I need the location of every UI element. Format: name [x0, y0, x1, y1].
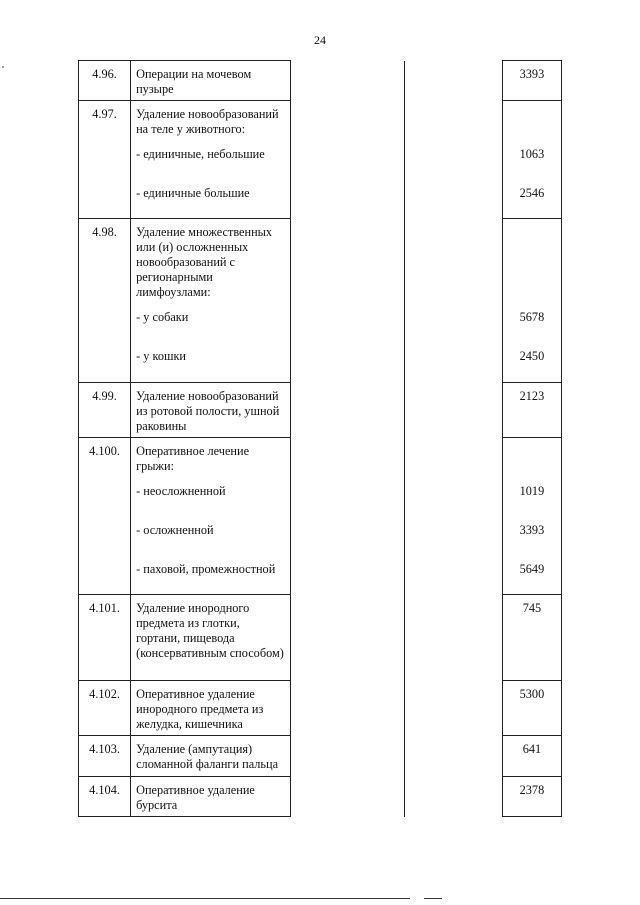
service-name — [131, 681, 291, 736]
empty-cell — [291, 736, 404, 777]
empty-cell — [404, 383, 502, 438]
sub-item-label: - единичные, небольшие — [136, 147, 265, 161]
empty-cell — [291, 383, 404, 438]
empty-cell — [404, 438, 502, 595]
table-row — [79, 777, 562, 817]
service-title: Удаление инородного предмета из глотки, гортани, пищевода (консервативным способом) — [136, 601, 284, 660]
price-cell — [502, 777, 561, 817]
row-number: 4.100. — [79, 438, 131, 595]
table-row — [79, 736, 562, 777]
price-value: 2450 — [519, 349, 545, 363]
row-number: 4.104. — [79, 777, 131, 817]
row-number: 4.99. — [79, 383, 131, 438]
price-value: 5649 — [519, 562, 545, 576]
page-number: 24 — [314, 33, 326, 47]
price-value: 641 — [522, 742, 542, 756]
row-number: 4.97. — [79, 101, 131, 219]
table-row — [79, 681, 562, 736]
service-name — [131, 383, 291, 438]
price-cell — [502, 101, 561, 219]
empty-cell — [404, 219, 502, 383]
empty-cell — [291, 777, 404, 817]
service-name — [131, 219, 291, 383]
service-title: Удаление новообразований на теле у животного: — [136, 107, 279, 136]
service-name — [131, 595, 291, 681]
empty-cell — [291, 438, 404, 595]
price-value: 2378 — [519, 783, 545, 797]
price-value: 745 — [522, 601, 542, 615]
service-title: Операции на мочевом пузыре — [136, 67, 252, 96]
empty-cell — [291, 681, 404, 736]
empty-cell — [404, 681, 502, 736]
sub-item-label: - у кошки — [136, 349, 187, 363]
empty-cell — [404, 777, 502, 817]
table-row — [79, 595, 562, 681]
row-number: 4.101. — [79, 595, 131, 681]
service-title: Удаление множественных или (и) осложненных новообразований с регионарными лимфоузлами: — [136, 225, 273, 299]
price-cell — [502, 595, 561, 681]
price-value: 2546 — [519, 186, 545, 200]
empty-cell — [404, 101, 502, 219]
empty-cell — [291, 595, 404, 681]
sub-item-label: - паховой, промежностной — [136, 562, 276, 576]
empty-cell — [291, 61, 404, 101]
row-number: 4.96. — [79, 61, 131, 101]
service-name — [131, 438, 291, 595]
service-title: Оперативное удаление бурсита — [136, 783, 255, 812]
service-title: Удаление новообразований из ротовой полости, ушной раковины — [136, 389, 280, 433]
service-name — [131, 101, 291, 219]
service-name — [131, 777, 291, 817]
empty-cell — [404, 61, 502, 101]
price-table — [78, 60, 562, 817]
price-cell — [502, 219, 561, 383]
table-row — [79, 219, 562, 383]
service-name — [131, 736, 291, 777]
price-cell — [502, 438, 561, 595]
price-value: 5300 — [519, 687, 545, 701]
row-number: 4.98. — [79, 219, 131, 383]
price-cell — [502, 61, 561, 101]
table-row — [79, 438, 562, 595]
scan-mark — [2, 66, 4, 68]
empty-cell — [404, 736, 502, 777]
price-value: 3393 — [519, 523, 545, 537]
price-value: 5678 — [519, 310, 545, 324]
sub-item-label: - у собаки — [136, 310, 189, 324]
sub-item-label: - единичные большие — [136, 186, 250, 200]
service-name — [131, 61, 291, 101]
sub-item-label: - осложненной — [136, 523, 214, 537]
footer-rule-short — [424, 898, 442, 899]
table-row — [79, 61, 562, 101]
row-number: 4.103. — [79, 736, 131, 777]
service-title: Удаление (ампутация) сломанной фаланги пальца — [136, 742, 279, 771]
empty-cell — [291, 101, 404, 219]
service-title: Оперативное лечение грыжи: — [136, 444, 250, 473]
price-value: 1019 — [519, 484, 545, 498]
empty-cell — [404, 595, 502, 681]
table-row — [79, 101, 562, 219]
sub-item-label: - неосложненной — [136, 484, 226, 498]
empty-cell — [291, 219, 404, 383]
price-value: 2123 — [519, 389, 545, 403]
row-number: 4.102. — [79, 681, 131, 736]
table-row — [79, 383, 562, 438]
price-cell — [502, 681, 561, 736]
service-title: Оперативное удаление инородного предмета из желудка, кишечника — [136, 687, 264, 731]
price-cell — [502, 736, 561, 777]
price-cell — [502, 383, 561, 438]
footer-rule — [0, 898, 410, 899]
price-value: 3393 — [519, 67, 545, 81]
price-value: 1063 — [519, 147, 545, 161]
